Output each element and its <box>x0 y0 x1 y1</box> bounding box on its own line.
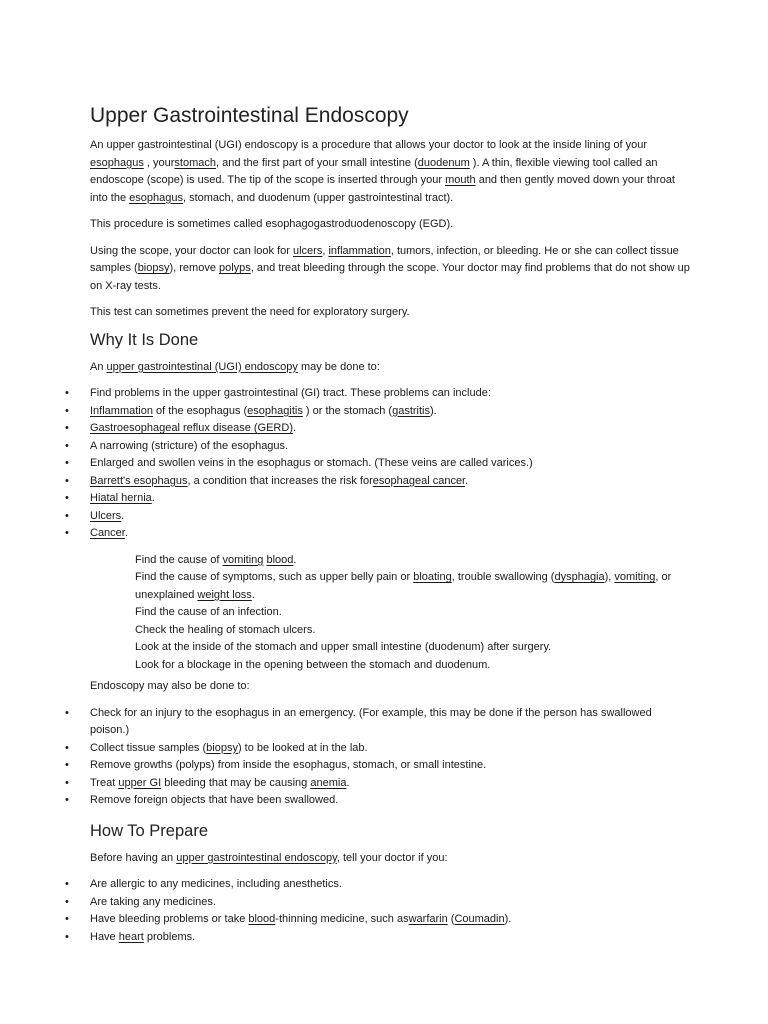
text-run: bleeding that may be causing <box>161 776 311 789</box>
prepare-lead <box>90 850 690 868</box>
bullet-icon: • <box>65 741 69 754</box>
bullet-icon: • <box>65 527 69 539</box>
bullet-icon: • <box>65 794 69 806</box>
text-link[interactable]: Cancer <box>90 527 125 539</box>
also-bullet-list <box>65 705 690 810</box>
list-item <box>65 438 690 456</box>
text-link[interactable]: Ulcers <box>90 509 122 522</box>
text-run: Endoscopy may also be done to: <box>90 680 250 692</box>
also-lead <box>90 678 690 696</box>
text-run: Find the cause of <box>135 553 223 566</box>
text-run: ) or the stomach ( <box>302 404 393 417</box>
list-item <box>65 455 690 473</box>
text-run: Have bleeding problems or take <box>90 913 249 925</box>
text-run: , and the first part of your small intestine ( <box>215 156 418 169</box>
list-item <box>65 792 690 810</box>
text-link[interactable]: biopsy <box>206 741 238 754</box>
text-run: Before having an <box>90 851 177 864</box>
list-item <box>65 894 690 912</box>
text-link[interactable]: Inflammation <box>90 404 153 417</box>
why-bullet-list <box>65 385 690 543</box>
text-run: Find problems in the upper gastrointestinal (GI) tract. These problems can include: <box>90 387 491 399</box>
list-item <box>135 604 690 622</box>
text-link[interactable]: dysphagia <box>554 571 605 583</box>
text-link[interactable]: biopsy <box>137 262 170 274</box>
bullet-icon: • <box>65 404 69 417</box>
text-link[interactable]: bloating <box>413 571 452 583</box>
text-run: Treat <box>90 776 119 789</box>
list-item <box>65 385 690 403</box>
text-run: Collect tissue samples ( <box>90 741 207 754</box>
bullet-icon: • <box>65 759 69 771</box>
text-link[interactable]: esophagus <box>90 156 144 169</box>
text-run: and then gently moved down your throat into the <box>90 174 675 204</box>
list-item <box>65 929 690 947</box>
text-link[interactable]: blood <box>248 913 276 925</box>
bullet-icon: • <box>65 457 69 469</box>
intro-paragraph <box>90 243 690 296</box>
text-run: This procedure is sometimes called esophagogastroduodenoscopy (EGD). <box>90 218 454 230</box>
bullet-icon: • <box>65 895 69 908</box>
text-run: . <box>251 588 255 601</box>
text-link[interactable]: esophagitis <box>247 404 303 417</box>
text-run: Find the cause of an infection. <box>135 606 282 618</box>
text-link[interactable]: upper GI <box>118 776 162 789</box>
bullet-icon: • <box>65 474 69 487</box>
text-link[interactable]: vomiting <box>614 571 656 583</box>
text-run: An upper gastrointestinal (UGI) endoscopy is a procedure that allows your doctor to look at the inside lining of your <box>90 139 648 151</box>
why-sub-list <box>135 552 690 675</box>
text-link[interactable]: upper gastrointestinal endoscopy <box>176 851 337 864</box>
text-link[interactable]: stomach <box>174 156 216 169</box>
list-item <box>65 911 690 929</box>
text-run: Enlarged and swollen veins in the esophagus or stomach. (These veins are called varices.) <box>90 457 533 469</box>
text-run: , tumors, infection, or bleeding. He or she can collect tissue samples ( <box>90 244 679 274</box>
list-item <box>65 403 690 421</box>
list-item <box>65 757 690 775</box>
list-item <box>135 552 690 570</box>
text-run: Look for a blockage in the opening between the stomach and duodenum. <box>135 658 491 671</box>
text-link[interactable]: Barrett's esophagus <box>90 474 188 487</box>
text-link[interactable]: mouth <box>445 174 476 186</box>
bullet-icon: • <box>65 422 69 434</box>
text-run: -thinning medicine, such as <box>275 913 409 925</box>
bullet-icon: • <box>65 930 69 943</box>
text-run: , stomach, and duodenum (upper gastrointestinal tract). <box>182 191 454 204</box>
text-run: , <box>322 244 329 257</box>
list-item <box>135 639 690 657</box>
text-run: , your <box>143 156 175 169</box>
intro-section <box>90 137 690 322</box>
text-run: . <box>293 553 297 566</box>
text-run: Remove growths (polyps) from inside the esophagus, stomach, or small intestine. <box>90 759 487 771</box>
text-run: ) to be looked at in the lab. <box>237 741 368 754</box>
list-item <box>65 525 690 543</box>
text-run: . <box>151 492 155 504</box>
text-run: , trouble swallowing ( <box>451 571 555 583</box>
list-item <box>135 657 690 675</box>
text-link[interactable]: ulcers <box>293 244 323 257</box>
text-run: . <box>121 509 125 522</box>
text-link[interactable]: gastritis <box>392 404 430 417</box>
bullet-icon: • <box>65 878 69 890</box>
list-item <box>65 705 690 740</box>
prepare-bullet-list <box>65 876 690 946</box>
intro-paragraph <box>90 216 690 234</box>
bullet-icon: • <box>65 387 69 399</box>
list-item <box>65 876 690 894</box>
text-run: Remove foreign objects that have been swallowed. <box>90 794 339 806</box>
text-link[interactable]: inflammation <box>328 244 391 257</box>
bullet-icon: • <box>65 439 69 452</box>
text-run: This test can sometimes prevent the need for exploratory surgery. <box>90 306 410 318</box>
why-lead <box>90 359 690 377</box>
text-link[interactable]: Hiatal hernia <box>90 492 152 504</box>
text-run: , and treat bleeding through the scope. Your doctor may find problems that do not show up on X-ray tests. <box>90 262 690 292</box>
text-run: ). A thin, flexible viewing tool called an endoscope (scope) is used. The tip of the scope is inserted through your <box>90 156 658 186</box>
text-run: Using the scope, your doctor can look for <box>90 244 293 257</box>
text-run: Are allergic to any medicines, including anesthetics. <box>90 878 342 890</box>
text-link[interactable]: weight loss <box>197 588 252 601</box>
text-run: ( <box>447 913 455 925</box>
text-link[interactable]: anemia <box>310 776 347 789</box>
text-run: ), remove <box>169 262 219 274</box>
text-link[interactable]: blood <box>266 553 294 566</box>
bullet-icon: • <box>65 913 69 925</box>
text-run: . <box>465 474 469 487</box>
text-link[interactable]: esophageal cancer <box>372 474 466 487</box>
list-item <box>65 473 690 491</box>
text-link[interactable]: upper gastrointestinal (UGI) endoscopy <box>106 360 298 373</box>
text-link[interactable]: heart <box>118 930 144 943</box>
text-link[interactable]: esophagus <box>129 191 183 204</box>
list-item <box>135 569 690 604</box>
text-run: may be done to: <box>297 360 380 373</box>
list-item <box>135 622 690 640</box>
text-link[interactable]: duodenum <box>417 156 470 169</box>
list-item <box>65 775 690 793</box>
bullet-icon: • <box>65 492 69 504</box>
text-run: Have <box>90 930 119 943</box>
text-run: Look at the inside of the stomach and upper small intestine (duodenum) after surgery. <box>135 641 552 653</box>
list-item <box>65 420 690 438</box>
text-link[interactable]: Gastroesophageal reflux disease (GERD) <box>90 422 293 434</box>
text-run: A narrowing (stricture) of the esophagus. <box>90 439 289 452</box>
text-run: , a condition that increases the risk for <box>187 474 373 487</box>
text-run: Check the healing of stomach ulcers. <box>135 623 316 636</box>
text-run: Check for an injury to the esophagus in an emergency. (For example, this may be done if the person has swallowed poison.) <box>90 706 652 736</box>
text-link[interactable]: vomiting <box>222 553 264 566</box>
text-link[interactable]: warfarin <box>408 913 448 925</box>
text-run: . <box>292 422 297 434</box>
bullet-icon: • <box>65 509 69 522</box>
text-run: Find the cause of symptoms, such as upper belly pain or <box>135 571 414 583</box>
text-link[interactable]: polyps <box>219 262 251 274</box>
page-title: Upper Gastrointestinal Endoscopy <box>90 104 409 127</box>
text-run: , or unexplained <box>135 571 672 601</box>
text-run: An <box>90 360 107 373</box>
text-run: ), <box>604 571 615 583</box>
text-run: ). <box>504 913 512 925</box>
intro-paragraph <box>90 304 690 322</box>
text-run: . <box>346 776 350 789</box>
list-item <box>65 508 690 526</box>
text-link[interactable]: Coumadin <box>454 913 505 925</box>
section-heading-prepare: How To Prepare <box>90 821 209 840</box>
list-item <box>65 490 690 508</box>
bullet-icon: • <box>65 706 69 719</box>
text-run: Are taking any medicines. <box>90 895 216 908</box>
text-run: of the esophagus ( <box>152 404 248 417</box>
list-item <box>65 740 690 758</box>
intro-paragraph <box>90 137 690 207</box>
text-run: ). <box>430 404 437 417</box>
bullet-icon: • <box>65 776 69 789</box>
text-run: problems. <box>143 930 196 943</box>
section-heading-why: Why It Is Done <box>90 330 199 349</box>
text-run: . <box>124 527 128 539</box>
document-content <box>65 104 690 955</box>
text-run: , tell your doctor if you: <box>336 851 448 864</box>
